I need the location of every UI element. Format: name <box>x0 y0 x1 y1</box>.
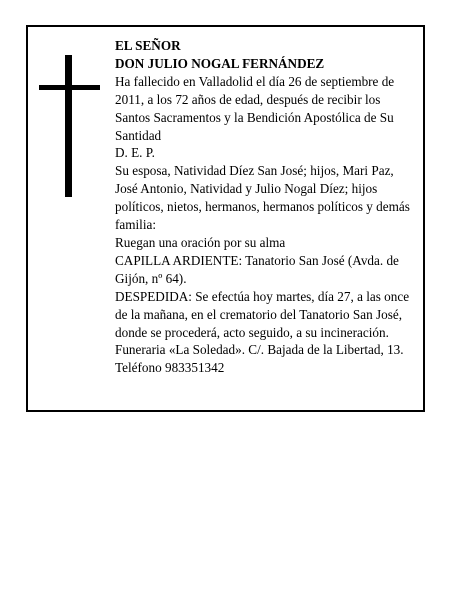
dep-line: D. E. P. <box>115 145 155 161</box>
cross-horizontal-bar <box>39 85 100 90</box>
notice-text <box>115 37 418 377</box>
farewell-info: DESPEDIDA: Se efectúa hoy martes, día 27, a las once de la mañana, en el crematorio del Tanatorio San José, donde se procederá, acto seguido, a su incineración. <box>115 288 410 340</box>
death-announcement: Ha fallecido en Valladolid el día 26 de septiembre de 2011, a los 72 años de edad, después de recibir los Santos Sacramentos y la Bendición Apostólica de Su Santidad <box>115 73 395 143</box>
family-list: Su esposa, Natividad Díez San José; hijos, Mari Paz, José Antonio, Natividad y Julio Nogal Díez; hijos políticos, nietos, hermanos, hermanos políticos y demás familia: <box>115 163 410 233</box>
chapel-info: CAPILLA ARDIENTE: Tanatorio San José (Avda. de Gijón, nº 64). <box>115 252 399 286</box>
cross-vertical-bar <box>65 55 72 197</box>
funeral-home-info: Funeraria «La Soledad». C/. Bajada de la Libertad, 13. Teléfono 983351342 <box>115 342 404 376</box>
notice-heading: EL SEÑOR <box>115 38 181 53</box>
deceased-name: DON JULIO NOGAL FERNÁNDEZ <box>115 55 325 71</box>
cross-icon <box>39 55 100 197</box>
prayer-request: Ruegan una oración por su alma <box>115 234 286 250</box>
